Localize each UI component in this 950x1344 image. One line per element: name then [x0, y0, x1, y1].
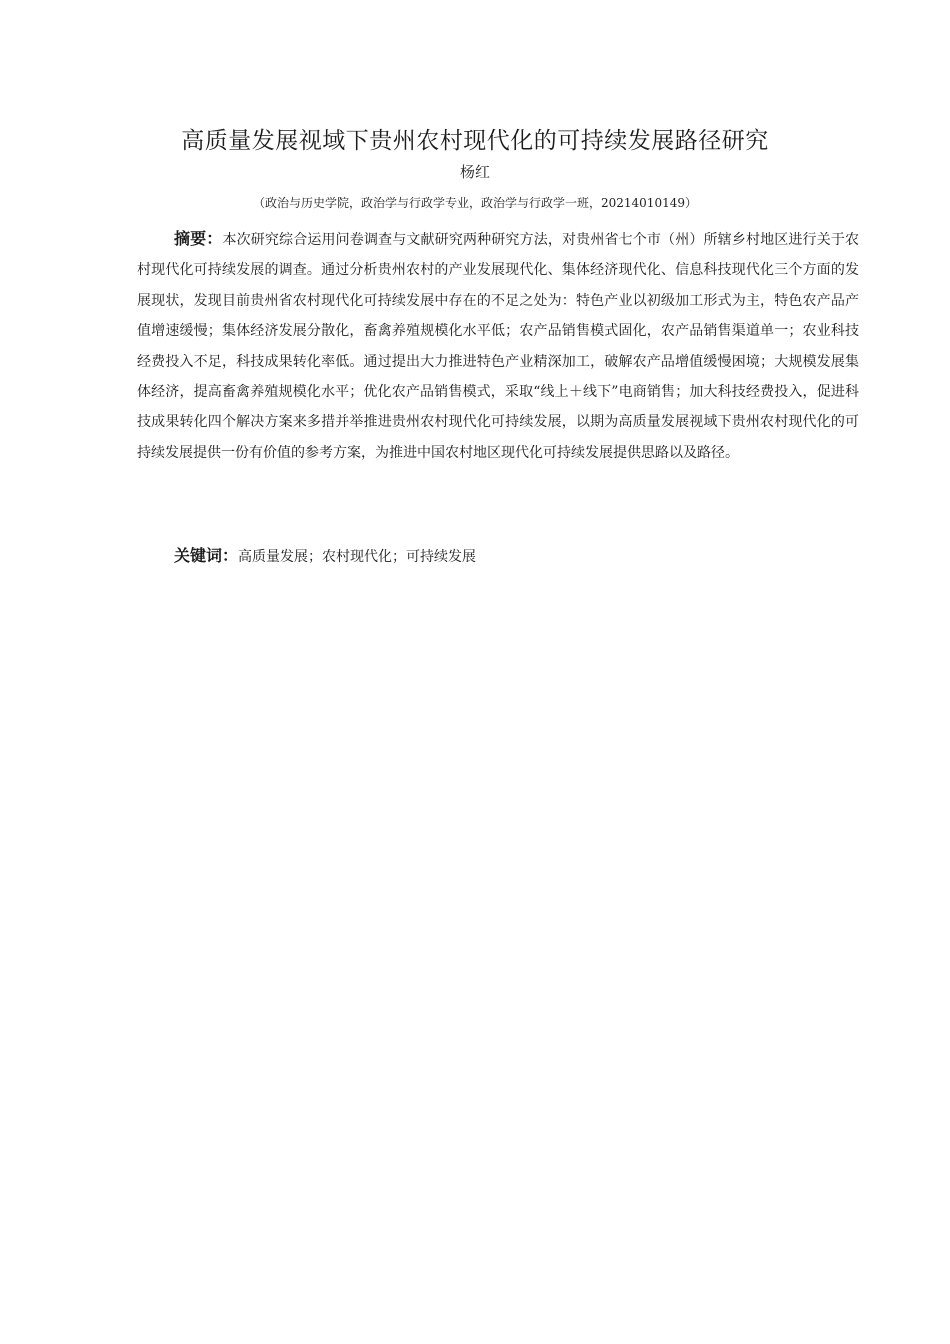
keywords-label: 关键词： — [174, 546, 239, 565]
author-affiliation: （政治与历史学院，政治学与行政学专业，政治学与行政学一班，20214010149） — [253, 196, 697, 210]
keywords-paragraph — [137, 541, 859, 572]
keywords-text: 高质量发展；农村现代化；可持续发展 — [238, 549, 477, 565]
abstract-label: 摘要： — [174, 229, 223, 248]
author-name: 杨红 — [459, 163, 490, 181]
paper-title: 高质量发展视域下贵州农村现代化的可持续发展路径研究 — [181, 128, 769, 154]
abstract-text: 本次研究综合运用问卷调查与文献研究两种研究方法，对贵州省七个市（州）所辖乡村地区进行关于农村现代化可持续发展的调查。通过分析贵州农村的产业发展现代化、集体经济现代化、信息科技现代化三个方面的发展现状，发现目前贵州省农村现代化可持续发展中存在的不足之处为：特色产业以初级加工形式为主，特色农产品产值增速缓慢；集体经济发展分散化，畜禽养殖规模化水平低；农产品销售模式固化，农产品销售渠道单一；农业科技经费投入不足，科技成果转化率低。通过提出大力推进特色产业精深加工，破解农产品增值缓慢困境；大规模发展集体经济，提高畜禽养殖规模化水平；优化农产品销售模式，采取“线上＋线下”电商销售；加大科技经费投入，促进科技成果转化四个解决方案来多措并举推进贵州农村现代化可持续发展，以期为高质量发展视域下贵州农村现代化的可持续发展提供一份有价值的参考方案，为推进中国农村地区现代化可持续发展提供思路以及路径。 — [137, 232, 859, 461]
abstract-paragraph — [137, 224, 859, 468]
